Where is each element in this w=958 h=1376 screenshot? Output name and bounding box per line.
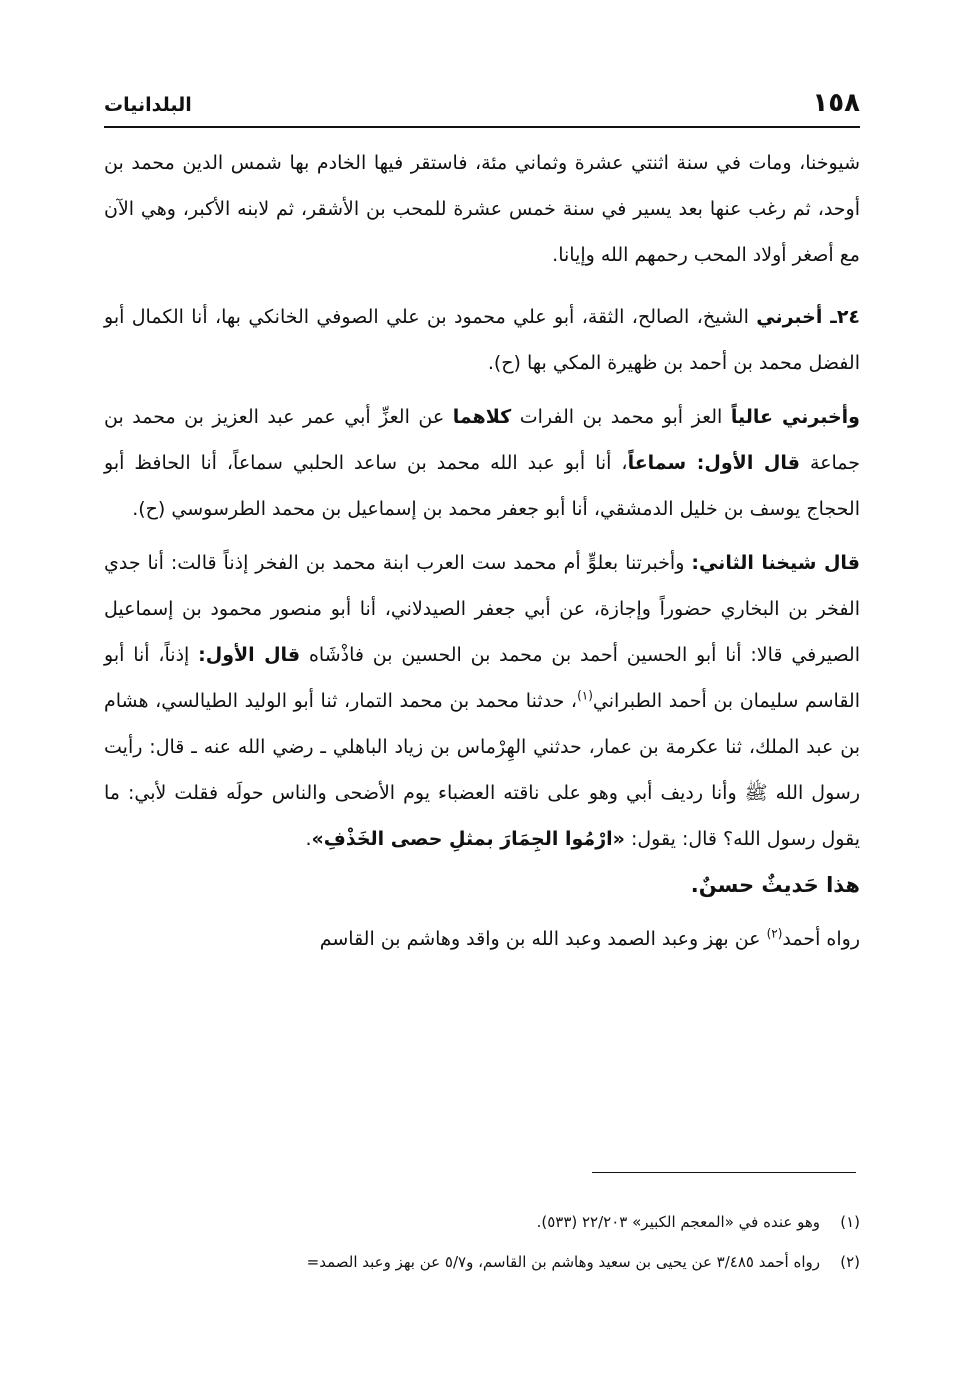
footnote-2	[104, 1242, 860, 1282]
footnote-1-number: (١)	[840, 1213, 860, 1231]
paragraph-5	[104, 916, 860, 962]
main-text	[104, 140, 860, 962]
paragraph-1-text: شيوخنا، ومات في سنة اثنتي عشرة وثماني مئة، فاستقر فيها الخادم بها شمس الدين محمد بن أوحد، ثم رغب عنها بعد يسير في سنة خمس عشرة للمحب بن الأشقر، ثم لابنه الأكبر، وهي الآن مع أصغر أولاد المحب رحمهم الله وإيانا.	[104, 152, 860, 266]
paragraph-3-text-3: ، أنا أبو عبد الله محمد بن ساعد الحلبي سماعاً، أنا الحافظ أبو الحجاج يوسف بن خليل الدمشقي، أنا أبو جعفر محمد بن إسماعيل بن محمد الطرسوسي (ح).	[104, 452, 860, 520]
footnote-2-text: رواه أحمد ٣/٤٨٥ عن يحيى بن سعيد وهاشم بن القاسم، و٥/٧ عن بهز وعبد الصمد=	[306, 1253, 820, 1271]
paragraph-2	[104, 294, 860, 386]
hadith-grade: هذا حَديثٌ حسنٌ.	[690, 873, 860, 897]
paragraph-4-text-1: وأخبرتنا بعلوٍّ أم محمد ست العرب ابنة محمد بن الفخر إذناً قالت: أنا جدي الفخر بن البخاري حضوراً وإجازة، عن أبي جعفر الصيدلاني، أنا أبو منصور محمود بن إسماعيل الصيرفي قالا: أنا أبو الحسين أحمد بن محمد بن الحسين بن فاذْشَاه	[104, 552, 861, 666]
footnote-separator	[592, 1172, 856, 1173]
paragraph-3-bold-1: وأخبرني عالياً	[730, 406, 860, 428]
page-number: ١٥٨	[812, 88, 860, 118]
paragraph-3-bold-3: قال الأول: سماعاً	[627, 452, 800, 474]
paragraph-3-bold-2: كلاهما	[452, 406, 512, 428]
footnote-1	[104, 1202, 860, 1242]
footnote-ref-1[interactable]: (١)	[577, 688, 593, 703]
page-header	[104, 86, 860, 122]
footnote-ref-2[interactable]: (٢)	[766, 926, 783, 941]
paragraph-4-text-2: إذناً، أنا أبو القاسم سليمان بن أحمد الطبراني	[104, 644, 860, 712]
paragraph-4-bold-1: قال شيخنا الثاني:	[691, 552, 860, 574]
paragraph-4-bold-2: قال الأول:	[198, 644, 301, 666]
paragraph-5-text-2: عن بهز وعبد الصمد وعبد الله بن واقد وهاشم بن القاسم	[319, 928, 767, 950]
paragraph-3-text-2: عن العزِّ أبي عمر عبد العزيز بن محمد بن جماعة	[104, 406, 860, 474]
hadith-number-heading: ٢٤ـ أخبرني	[756, 306, 861, 328]
header-rule	[104, 126, 860, 128]
running-title: البلدانيات	[104, 94, 192, 116]
hadith-matn: «ارْمُوا الجِمَارَ بمثلِ حصى الخَذْفِ»	[311, 828, 625, 850]
footnote-1-text: وهو عنده في «المعجم الكبير» ٢٢/٢٠٣ (٥٣٣).	[536, 1213, 820, 1231]
paragraph-5-text-1: رواه أحمد	[782, 928, 860, 950]
paragraph-4-text-3: ، حدثنا محمد بن محمد التمار، ثنا أبو الوليد الطيالسي، هشام بن عبد الملك، ثنا عكرمة بن عمار، حدثني الهِرْماس بن زياد الباهلي ـ رضي الله عنه ـ قال: رأيت رسول الله ﷺ وأنا رديف أبي وهو على ناقته العضباء يوم الأضحى والناس حولَه فقلت لأبي: ما يقول رسول الله؟ قال: يقول:	[104, 690, 860, 850]
paragraph-3-text-1: العز أبو محمد بن الفرات	[511, 406, 731, 428]
paragraph-3	[104, 394, 860, 532]
paragraph-4	[104, 540, 860, 862]
paragraph-1	[104, 140, 860, 278]
paragraph-2-text: الشيخ، الصالح، الثقة، أبو علي محمود بن علي الصوفي الخانكي بها، أنا الكمال أبو الفضل محمد بن أحمد بن ظهيرة المكي بها (ح).	[104, 306, 860, 374]
footnotes	[104, 1202, 860, 1282]
paragraph-4-end: .	[305, 828, 312, 850]
footnote-2-number: (٢)	[840, 1253, 860, 1271]
